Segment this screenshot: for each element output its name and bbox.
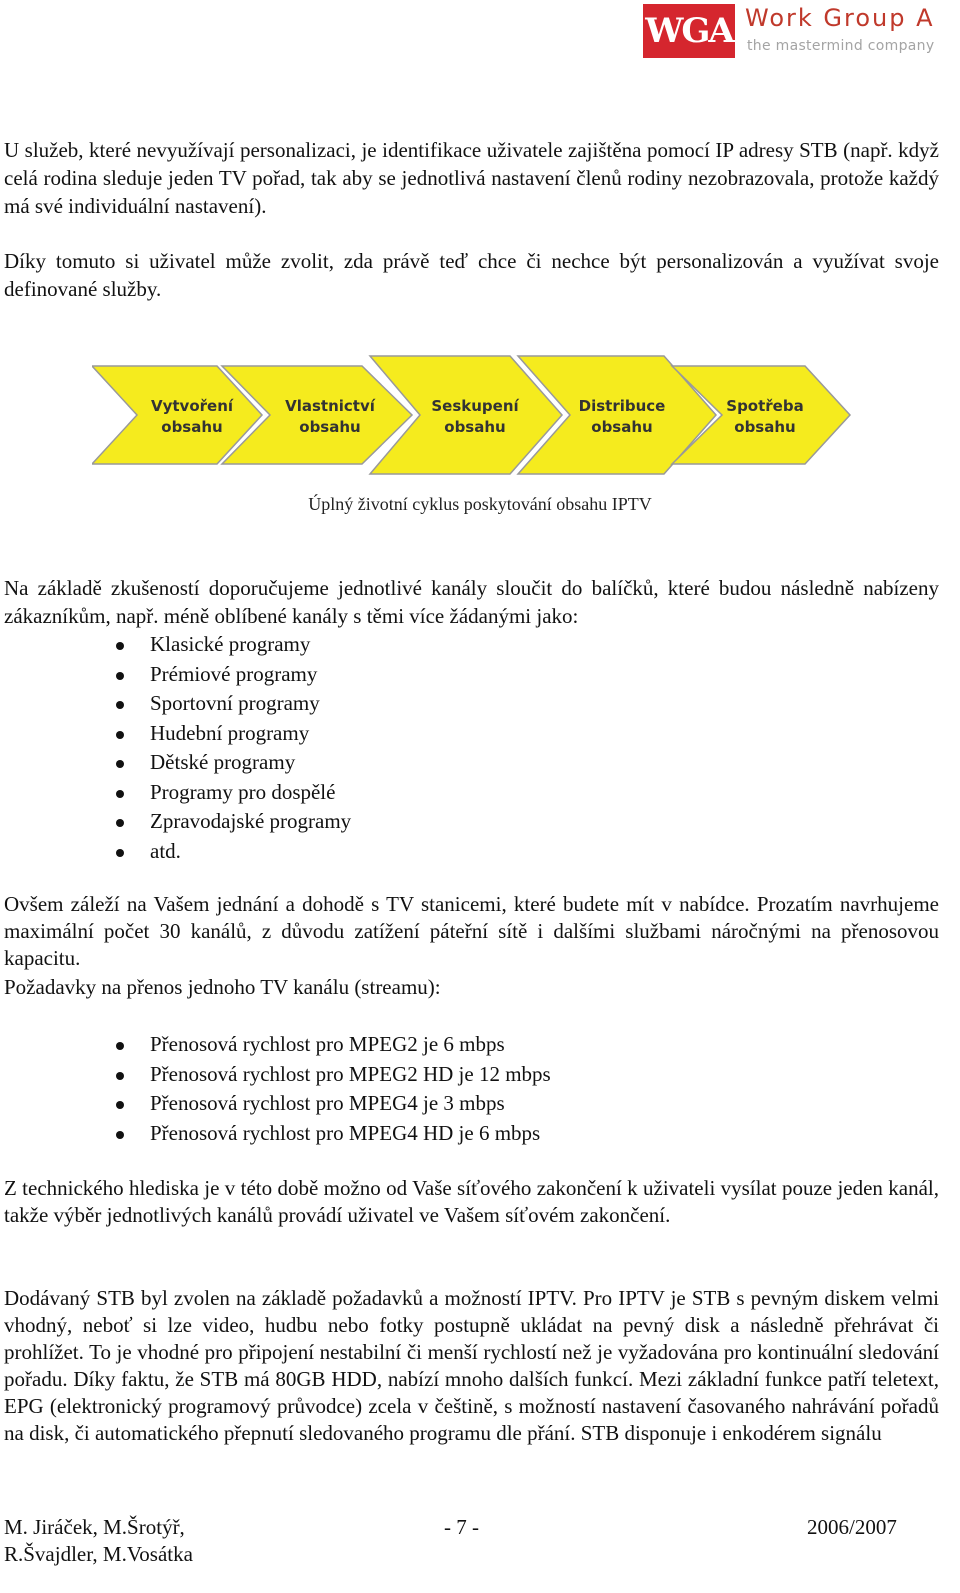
list-item: Přenosová rychlost pro MPEG4 HD je 6 mbps bbox=[4, 1119, 551, 1149]
paragraph-personalization: U služeb, které nevyužívají personalizaci, je identifikace uživatele zajištěna pomocí IP adresy STB (např. když celá rodina sleduje jeden TV pořad, tak aby se jednotlivá nastavení členů rodiny nezobrazovala, protože každý má své individuální nastavení). bbox=[4, 138, 939, 218]
page-number: - 7 - bbox=[444, 1515, 479, 1539]
step-2-label-line1: Vlastnictví bbox=[285, 397, 375, 415]
paragraph-technical: Z technického hlediska je v této době možno od Vaše síťového zakončení k uživateli vysílat pouze jeden kanál, takže výběr jednotlivých kanálů provádí uživatel ve Vašem síťovém zakončení. bbox=[4, 1176, 939, 1227]
footer-authors-line1: M. Jiráček, M.Šrotýř, bbox=[4, 1515, 185, 1539]
paragraph-channels: Ovšem záleží na Vašem jednání a dohodě s TV stanicemi, které budete mít v nabídce. Prozatím navrhujeme maximální počet 30 kanálů, z důvodu zatížení páteřní sítě i dalšími službami náročnými na přenosovou kapacitu. bbox=[4, 892, 939, 970]
step-4-label-line2: obsahu bbox=[591, 418, 653, 436]
list-item: Přenosová rychlost pro MPEG2 HD je 12 mbps bbox=[4, 1060, 551, 1090]
stream-list bbox=[4, 1030, 551, 1148]
step-5-label-line2: obsahu bbox=[734, 418, 796, 436]
program-list bbox=[4, 630, 351, 866]
step-1-label-line1: Vytvoření bbox=[150, 397, 234, 415]
list-item: Prémiové programy bbox=[4, 660, 351, 690]
step-3-label-line1: Seskupení bbox=[431, 397, 519, 415]
company-logo bbox=[643, 4, 953, 60]
paragraph-packages: Na základě zkušeností doporučujeme jednotlivé kanály sloučit do balíčků, které budou následně nabízeny zákazníkům, např. méně oblíbené kanály s těmi více žádanými jako: bbox=[4, 576, 939, 628]
paragraph-stb: Dodávaný STB byl zvolen na základě požadavků a možností IPTV. Pro IPTV je STB s pevným diskem velmi vhodný, neboť si lze video, hudbu nebo fotky postupně ukládat na pevný disk a následně přehrávat či prohlížet. To je vhodné pro připojení nestabilní či menší rychlostí než je vyžadována pro kontinuální sledování pořadu. Díky faktu, že STB má 80GB HDD, nabízí mnoho dalších funkcí. Mezi základní funkce patří teletext, EPG (elektronický programový průvodce) zcela v češtině, s možností nastavení časovaného nahrávání pořadů na disk, či automatického přepnutí sledovaného programu dle přání. STB disponuje i enkodérem signálu bbox=[4, 1286, 939, 1445]
list-item: Hudební programy bbox=[4, 719, 351, 749]
step-4-label-line1: Distribuce bbox=[578, 397, 666, 415]
list-item: Programy pro dospělé bbox=[4, 778, 351, 808]
footer-authors bbox=[4, 1514, 193, 1568]
list-item: Sportovní programy bbox=[4, 689, 351, 719]
diagram-caption: Úplný životní cyklus poskytování obsahu IPTV bbox=[308, 494, 652, 514]
list-item: Zpravodajské programy bbox=[4, 807, 351, 837]
step-2-label-line2: obsahu bbox=[299, 418, 361, 436]
list-item: Dětské programy bbox=[4, 748, 351, 778]
list-item: Přenosová rychlost pro MPEG2 je 6 mbps bbox=[4, 1030, 551, 1060]
list-item: atd. bbox=[4, 837, 351, 867]
step-5-label-line1: Spotřeba bbox=[726, 397, 804, 415]
company-tagline: the mastermind company bbox=[747, 38, 935, 54]
footer-authors-line2: R.Švajdler, M.Vosátka bbox=[4, 1542, 193, 1566]
company-name: Work Group A bbox=[745, 4, 935, 32]
list-item: Klasické programy bbox=[4, 630, 351, 660]
paragraph-choice: Díky tomuto si uživatel může zvolit, zda právě teď chce či nechce být personalizován a využívat svoje definované služby. bbox=[4, 249, 939, 301]
paragraph-stream-requirements: Požadavky na přenos jednoho TV kanálu (streamu): bbox=[4, 975, 441, 999]
logo-mark: WGA bbox=[643, 4, 735, 58]
step-1-label-line2: obsahu bbox=[161, 418, 223, 436]
iptv-lifecycle-diagram bbox=[92, 351, 852, 481]
step-3-label-line2: obsahu bbox=[444, 418, 506, 436]
footer-year: 2006/2007 bbox=[807, 1515, 897, 1539]
list-item: Přenosová rychlost pro MPEG4 je 3 mbps bbox=[4, 1089, 551, 1119]
